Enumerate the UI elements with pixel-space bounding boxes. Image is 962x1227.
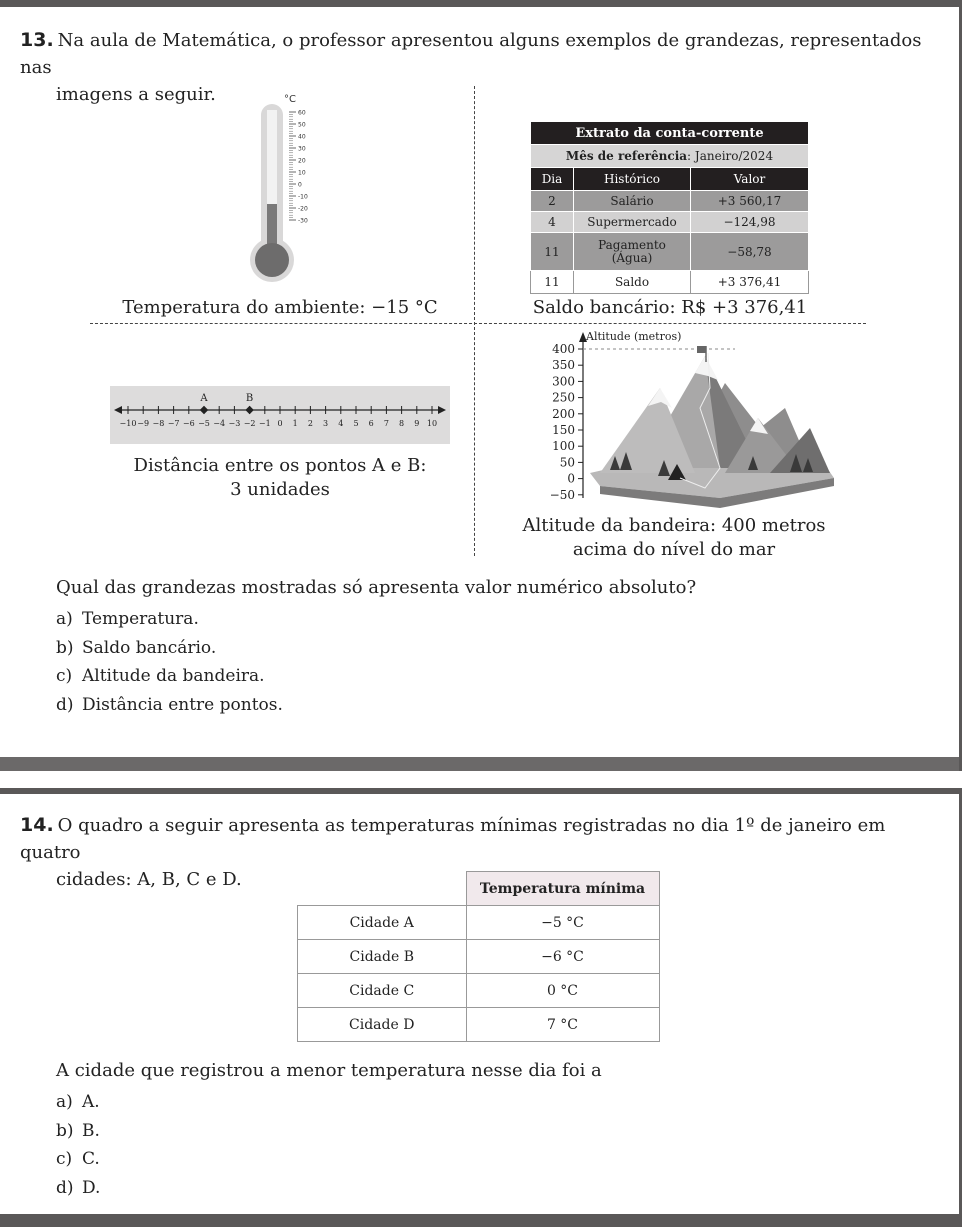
q14-option-b[interactable]: [56, 1121, 100, 1141]
option-text: Temperatura.: [82, 609, 199, 629]
thermometer-figure: [240, 88, 320, 288]
q13-number: 13.: [20, 29, 54, 51]
option-letter: d): [56, 695, 74, 715]
number-line-tick-label: −5: [198, 419, 210, 428]
option-text: Altitude da bandeira.: [82, 666, 265, 686]
number-line-tick-label: −2: [243, 419, 256, 428]
mountain-caption-line1: Altitude da bandeira: 400 metros: [522, 515, 826, 536]
altitude-tick-label: 200: [552, 406, 575, 421]
number-line-tick-label: 7: [383, 419, 389, 428]
bank-cell-historico: Saldo: [574, 271, 691, 294]
altitude-tick-label: 0: [567, 471, 575, 486]
thermometer-unit: °C: [284, 94, 296, 105]
number-line-caption: [100, 454, 460, 502]
bank-cell-historico-line1: Pagamento: [598, 237, 666, 252]
bottom-border: [0, 1214, 962, 1227]
number-line-tick-label: −8: [152, 419, 165, 428]
bank-header-dia: Dia: [531, 168, 574, 191]
flag-icon: [697, 346, 706, 353]
table-row: [298, 906, 660, 940]
thermometer-tick-label: 10: [298, 169, 306, 177]
thermometer-tick-label: -10: [298, 193, 308, 201]
altitude-tick-label: 150: [552, 423, 575, 437]
number-line-tick-label: 8: [399, 419, 405, 428]
number-line-tick-label: 9: [414, 419, 420, 428]
city-cell: Cidade D: [298, 1008, 467, 1042]
bank-statement-table: [530, 121, 809, 294]
bank-header-historico: Histórico: [574, 168, 691, 191]
bank-cell-valor: −124,98: [691, 212, 809, 233]
point-a-label: A: [200, 393, 208, 404]
option-text: B.: [82, 1121, 100, 1141]
table-row: [298, 940, 660, 974]
bank-header-valor: Valor: [691, 168, 809, 191]
altitude-tick-label: 50: [559, 455, 575, 470]
q13-option-d[interactable]: [56, 695, 283, 715]
thermometer-tick-label: 20: [298, 157, 306, 165]
q13-bottom-border: [0, 757, 962, 771]
top-border: [0, 0, 962, 7]
altitude-tick-label: 300: [552, 374, 575, 389]
bank-row: [531, 271, 809, 294]
bank-cell-valor: +3 376,41: [691, 271, 809, 294]
city-cell: Cidade B: [298, 940, 467, 974]
q14-option-a[interactable]: [56, 1092, 100, 1112]
bank-caption: Saldo bancário: R$ +3 376,41: [532, 297, 808, 318]
number-line-tick-label: 4: [338, 419, 344, 428]
number-line-tick-label: 10: [426, 419, 438, 428]
option-letter: a): [56, 1092, 73, 1112]
number-line-tick-label: 1: [292, 419, 298, 428]
number-line-caption-line2: 3 unidades: [230, 479, 330, 500]
bank-cell-dia: 2: [531, 191, 574, 212]
altitude-ticks: [550, 342, 583, 502]
number-line-tick-label: 0: [277, 419, 283, 428]
mountain-caption-line2: acima do nível do mar: [572, 539, 776, 560]
number-line-tick-label: −4: [213, 419, 226, 428]
number-line-tick-label: −9: [137, 419, 150, 428]
bank-cell-historico: [574, 233, 691, 271]
bank-row: [531, 191, 809, 212]
number-line-tick-label: 2: [307, 419, 313, 428]
q14-question: A cidade que registrou a menor temperatura nesse dia foi a: [56, 1060, 602, 1081]
bank-cell-historico-line2: (Água): [611, 250, 653, 265]
option-letter: b): [56, 638, 74, 658]
q13-stem-line1: Na aula de Matemática, o professor apresentou alguns exemplos de grandezas, representados nas: [20, 30, 922, 78]
option-text: D.: [82, 1178, 101, 1198]
number-line-tick-label: 5: [353, 419, 359, 428]
bank-cell-dia: 11: [531, 271, 574, 294]
temp-cell: 0 °C: [466, 974, 659, 1008]
q13-stem-line2: imagens a seguir.: [56, 84, 216, 105]
option-letter: b): [56, 1121, 74, 1141]
temperature-table: [297, 871, 660, 1042]
bank-ref-value: : Janeiro/2024: [687, 149, 774, 163]
bank-row: [531, 212, 809, 233]
altitude-tick-label: 250: [552, 390, 575, 405]
bank-row: [531, 233, 809, 271]
point-b-label: B: [245, 393, 254, 404]
mountain-figure: [520, 328, 850, 508]
bank-reference: [531, 145, 809, 168]
city-cell: Cidade A: [298, 906, 467, 940]
number-line-caption-line1: Distância entre os pontos A e B:: [133, 455, 427, 476]
thermometer-tick-label: 40: [298, 133, 306, 141]
number-line-tick-label: 6: [368, 419, 374, 428]
altitude-tick-label: −50: [549, 487, 575, 502]
option-text: Distância entre pontos.: [82, 695, 283, 715]
bank-cell-valor: −58,78: [691, 233, 809, 271]
temp-cell: −6 °C: [466, 940, 659, 974]
q13-option-c[interactable]: [56, 666, 265, 686]
option-letter: d): [56, 1178, 74, 1198]
bank-cell-dia: 4: [531, 212, 574, 233]
q13-option-b[interactable]: [56, 638, 216, 658]
number-line-tick-label: −10: [119, 419, 137, 428]
number-line-tick-label: −1: [258, 419, 271, 428]
q14-option-d[interactable]: [56, 1178, 100, 1198]
bank-cell-historico: Supermercado: [574, 212, 691, 233]
number-line-figure: [110, 386, 450, 444]
thermometer-tick-label: -30: [298, 217, 308, 225]
temp-cell: 7 °C: [466, 1008, 659, 1042]
divider-vertical: [474, 86, 475, 556]
option-text: A.: [82, 1092, 100, 1112]
q13-stem: [20, 27, 940, 108]
thermometer-tick-label: 50: [298, 121, 306, 129]
option-letter: a): [56, 609, 73, 629]
q14-stem-line1: O quadro a seguir apresenta as temperaturas mínimas registradas no dia 1º de janeiro em quatro: [20, 815, 886, 863]
q14-number: 14.: [20, 814, 54, 836]
altitude-tick-label: 400: [552, 342, 575, 356]
bank-ref-label: Mês de referência: [565, 149, 688, 163]
mountain-caption: [490, 514, 858, 562]
table-row: [298, 1008, 660, 1042]
number-line-tick-label: −6: [182, 419, 195, 428]
q14-option-c[interactable]: [56, 1149, 100, 1169]
thermometer-caption: Temperatura do ambiente: −15 °C: [122, 297, 438, 318]
city-cell: Cidade C: [298, 974, 467, 1008]
option-letter: c): [56, 666, 73, 686]
table-corner: [298, 872, 467, 906]
q13-option-a[interactable]: [56, 609, 199, 629]
thermometer-bulb: [255, 243, 289, 277]
bank-cell-valor: +3 560,17: [691, 191, 809, 212]
altitude-tick-label: 100: [552, 439, 575, 454]
number-line-tick-label: −3: [228, 419, 241, 428]
number-line-tick-label: 3: [323, 419, 329, 428]
number-line-background: [110, 386, 450, 444]
bank-cell-dia: 11: [531, 233, 574, 271]
number-line-tick-label: −7: [167, 419, 180, 428]
table-row: [298, 974, 660, 1008]
thermometer-tick-label: 30: [298, 145, 306, 153]
altitude-axis-title: Altitude (metros): [586, 330, 682, 343]
q14-top-border: [0, 788, 962, 794]
divider-horizontal: [90, 323, 866, 324]
q14-stem-line2: cidades: A, B, C e D.: [56, 869, 242, 890]
thermometer-tick-label: 60: [298, 109, 306, 117]
option-text: C.: [82, 1149, 100, 1169]
bank-cell-historico: Salário: [574, 191, 691, 212]
altitude-tick-label: 350: [552, 358, 575, 373]
table-header: Temperatura mínima: [466, 872, 659, 906]
thermometer-scale: [289, 110, 308, 225]
option-text: Saldo bancário.: [82, 638, 217, 658]
q13-question: Qual das grandezas mostradas só apresenta valor numérico absoluto?: [56, 577, 697, 598]
option-letter: c): [56, 1149, 73, 1169]
temp-cell: −5 °C: [466, 906, 659, 940]
bank-title: Extrato da conta-corrente: [531, 122, 809, 145]
thermometer-tick-label: 0: [298, 181, 302, 189]
thermometer-tick-label: -20: [298, 205, 308, 213]
